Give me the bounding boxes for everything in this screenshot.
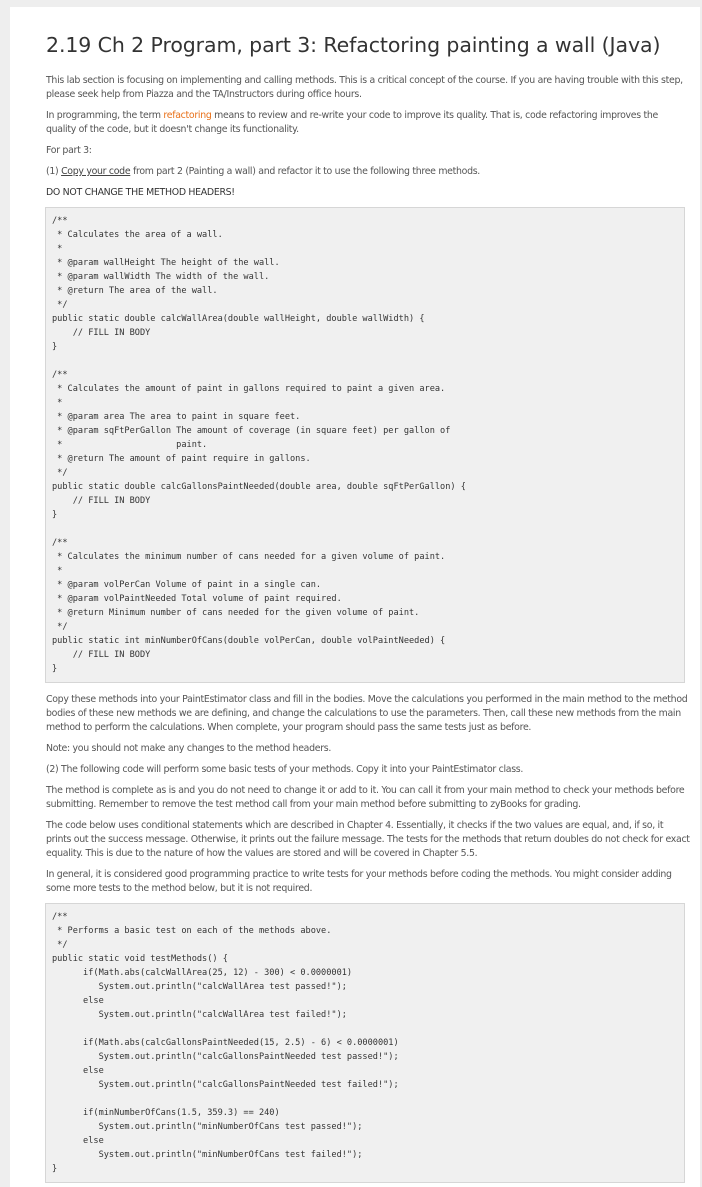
code-line: /** <box>52 538 68 548</box>
code-line: * Calculates the amount of paint in gallons required to paint a given area. <box>52 384 446 394</box>
step1-rest: from part 2 (Painting a wall) and refactor it to use the following three methods. <box>130 166 480 177</box>
code-line: public static int minNumberOfCans(double volPerCan, double volPaintNeeded) { <box>52 636 446 646</box>
code-line <box>52 522 676 536</box>
copy-methods-paragraph: Copy these methods into your PaintEstimator class and fill in the bodies. Move the calculations you performed in the main method to the method bodies of these new methods we are defining, and change the calculations to use the parameters. Then, call these new methods from the main method to perform the calculations. When complete, your program should pass the same tests just as before. <box>46 694 688 733</box>
code-line: // FILL IN BODY <box>52 650 151 660</box>
code-line: * @return The area of the wall. <box>52 286 218 296</box>
code-line: if(minNumberOfCans(1.5, 359.3) == 240) <box>52 1108 280 1118</box>
code-line: /** <box>52 216 68 226</box>
intro-paragraph: This lab section is focusing on implementing and calling methods. This is a critical concept of the course. If you are having trouble with this step, please seek help from Piazza and the TA/Instructors during office hours. <box>46 75 683 100</box>
lab-page <box>10 7 700 1187</box>
code-line: public static void testMethods() { <box>52 954 228 964</box>
general-practice-paragraph: In general, it is considered good programming practice to write tests for your methods before coding the methods. You might consider adding some more tests to the method below, but it is not required. <box>46 869 672 894</box>
code-line: public static double calcWallArea(double wallHeight, double wallWidth) { <box>52 314 425 324</box>
code-line: /** <box>52 912 68 922</box>
code-line: * @return The amount of paint require in gallons. <box>52 454 311 464</box>
code-line: } <box>52 510 58 520</box>
code-line: } <box>52 342 58 352</box>
code-line: if(Math.abs(calcWallArea(25, 12) - 300) < 0.0000001) <box>52 968 353 978</box>
step1-prefix: (1) <box>46 166 62 177</box>
code-line: * Performs a basic test on each of the methods above. <box>52 926 332 936</box>
code-line: * <box>52 566 63 576</box>
step1-paragraph <box>46 165 690 179</box>
copy-your-code-link[interactable]: Copy your code <box>61 166 131 177</box>
code-line: * Calculates the area of a wall. <box>52 230 223 240</box>
page-title: 2.19 Ch 2 Program, part 3: Refactoring painting a wall (Java) <box>46 33 661 57</box>
refactoring-text-before: In programming, the term <box>46 110 164 121</box>
for-part-label: For part 3: <box>46 145 92 156</box>
code-line: * @return Minimum number of cans needed for the given volume of paint. <box>52 608 420 618</box>
warning-text: DO NOT CHANGE THE METHOD HEADERS! <box>46 187 235 198</box>
code-line: * paint. <box>52 440 208 450</box>
code-line: // FILL IN BODY <box>52 496 151 506</box>
code-line: * @param volPaintNeeded Total volume of paint required. <box>52 594 342 604</box>
complete-paragraph: The method is complete as is and you do not need to change it or add to it. You can call it from your main method to check your methods before submitting. Remember to remove the test method call from your main method before submitting to zyBooks for grading. <box>46 785 685 810</box>
code-line: * @param sqFtPerGallon The amount of coverage (in square feet) per gallon of <box>52 426 451 436</box>
code-line: } <box>52 1164 58 1174</box>
code-line <box>52 1022 676 1036</box>
code-line: */ <box>52 940 68 950</box>
code-line: */ <box>52 622 68 632</box>
code-line: * @param volPerCan Volume of paint in a single can. <box>52 580 322 590</box>
code-line <box>52 354 676 368</box>
code-line: System.out.println("calcWallArea test failed!"); <box>52 1010 347 1020</box>
code-line: // FILL IN BODY <box>52 328 151 338</box>
code-line: * @param wallHeight The height of the wall. <box>52 258 280 268</box>
refactoring-paragraph <box>46 109 690 137</box>
code-line: System.out.println("minNumberOfCans test failed!"); <box>52 1150 363 1160</box>
code-line: if(Math.abs(calcGallonsPaintNeeded(15, 2.5) - 6) < 0.0000001) <box>52 1038 399 1048</box>
code-line: * @param area The area to paint in square feet. <box>52 412 301 422</box>
code-line: System.out.println("calcWallArea test passed!"); <box>52 982 347 992</box>
code-line: System.out.println("calcGallonsPaintNeeded test passed!"); <box>52 1052 399 1062</box>
step2-paragraph: (2) The following code will perform some basic tests of your methods. Copy it into your PaintEstimator class. <box>46 764 524 775</box>
code-line: } <box>52 664 58 674</box>
code-line: * Calculates the minimum number of cans needed for a given volume of paint. <box>52 552 446 562</box>
code-line: public static double calcGallonsPaintNeeded(double area, double sqFtPerGallon) { <box>52 482 466 492</box>
code-line: */ <box>52 468 68 478</box>
code-line: else <box>52 1136 104 1146</box>
code-line <box>52 1092 676 1106</box>
code-line: /** <box>52 370 68 380</box>
code-line: * <box>52 398 63 408</box>
code-line: else <box>52 1066 104 1076</box>
methods-code-block[interactable] <box>45 207 685 683</box>
conditional-paragraph: The code below uses conditional statements which are described in Chapter 4. Essentially, it checks if the two values are equal, and, if so, it prints out the success message. Otherwise, it prints out the failure message. The tests for the methods that return doubles do not check for exact equality. This is due to the nature of how the values are stored and will be covered in Chapter 5.5. <box>46 820 690 859</box>
code-line: System.out.println("minNumberOfCans test passed!"); <box>52 1122 363 1132</box>
refactoring-text-after: means to review and re-write your code to improve its quality. That is, code refactoring improves the quality of the code, but it doesn't change its functionality. <box>46 110 659 135</box>
code-line: System.out.println("calcGallonsPaintNeeded test failed!"); <box>52 1080 399 1090</box>
code-line: * <box>52 244 63 254</box>
refactoring-term: refactoring <box>163 110 212 121</box>
code-line: * @param wallWidth The width of the wall. <box>52 272 270 282</box>
note-paragraph: Note: you should not make any changes to the method headers. <box>46 743 332 754</box>
code-line: */ <box>52 300 68 310</box>
test-code-block[interactable] <box>45 903 685 1183</box>
code-line: else <box>52 996 104 1006</box>
